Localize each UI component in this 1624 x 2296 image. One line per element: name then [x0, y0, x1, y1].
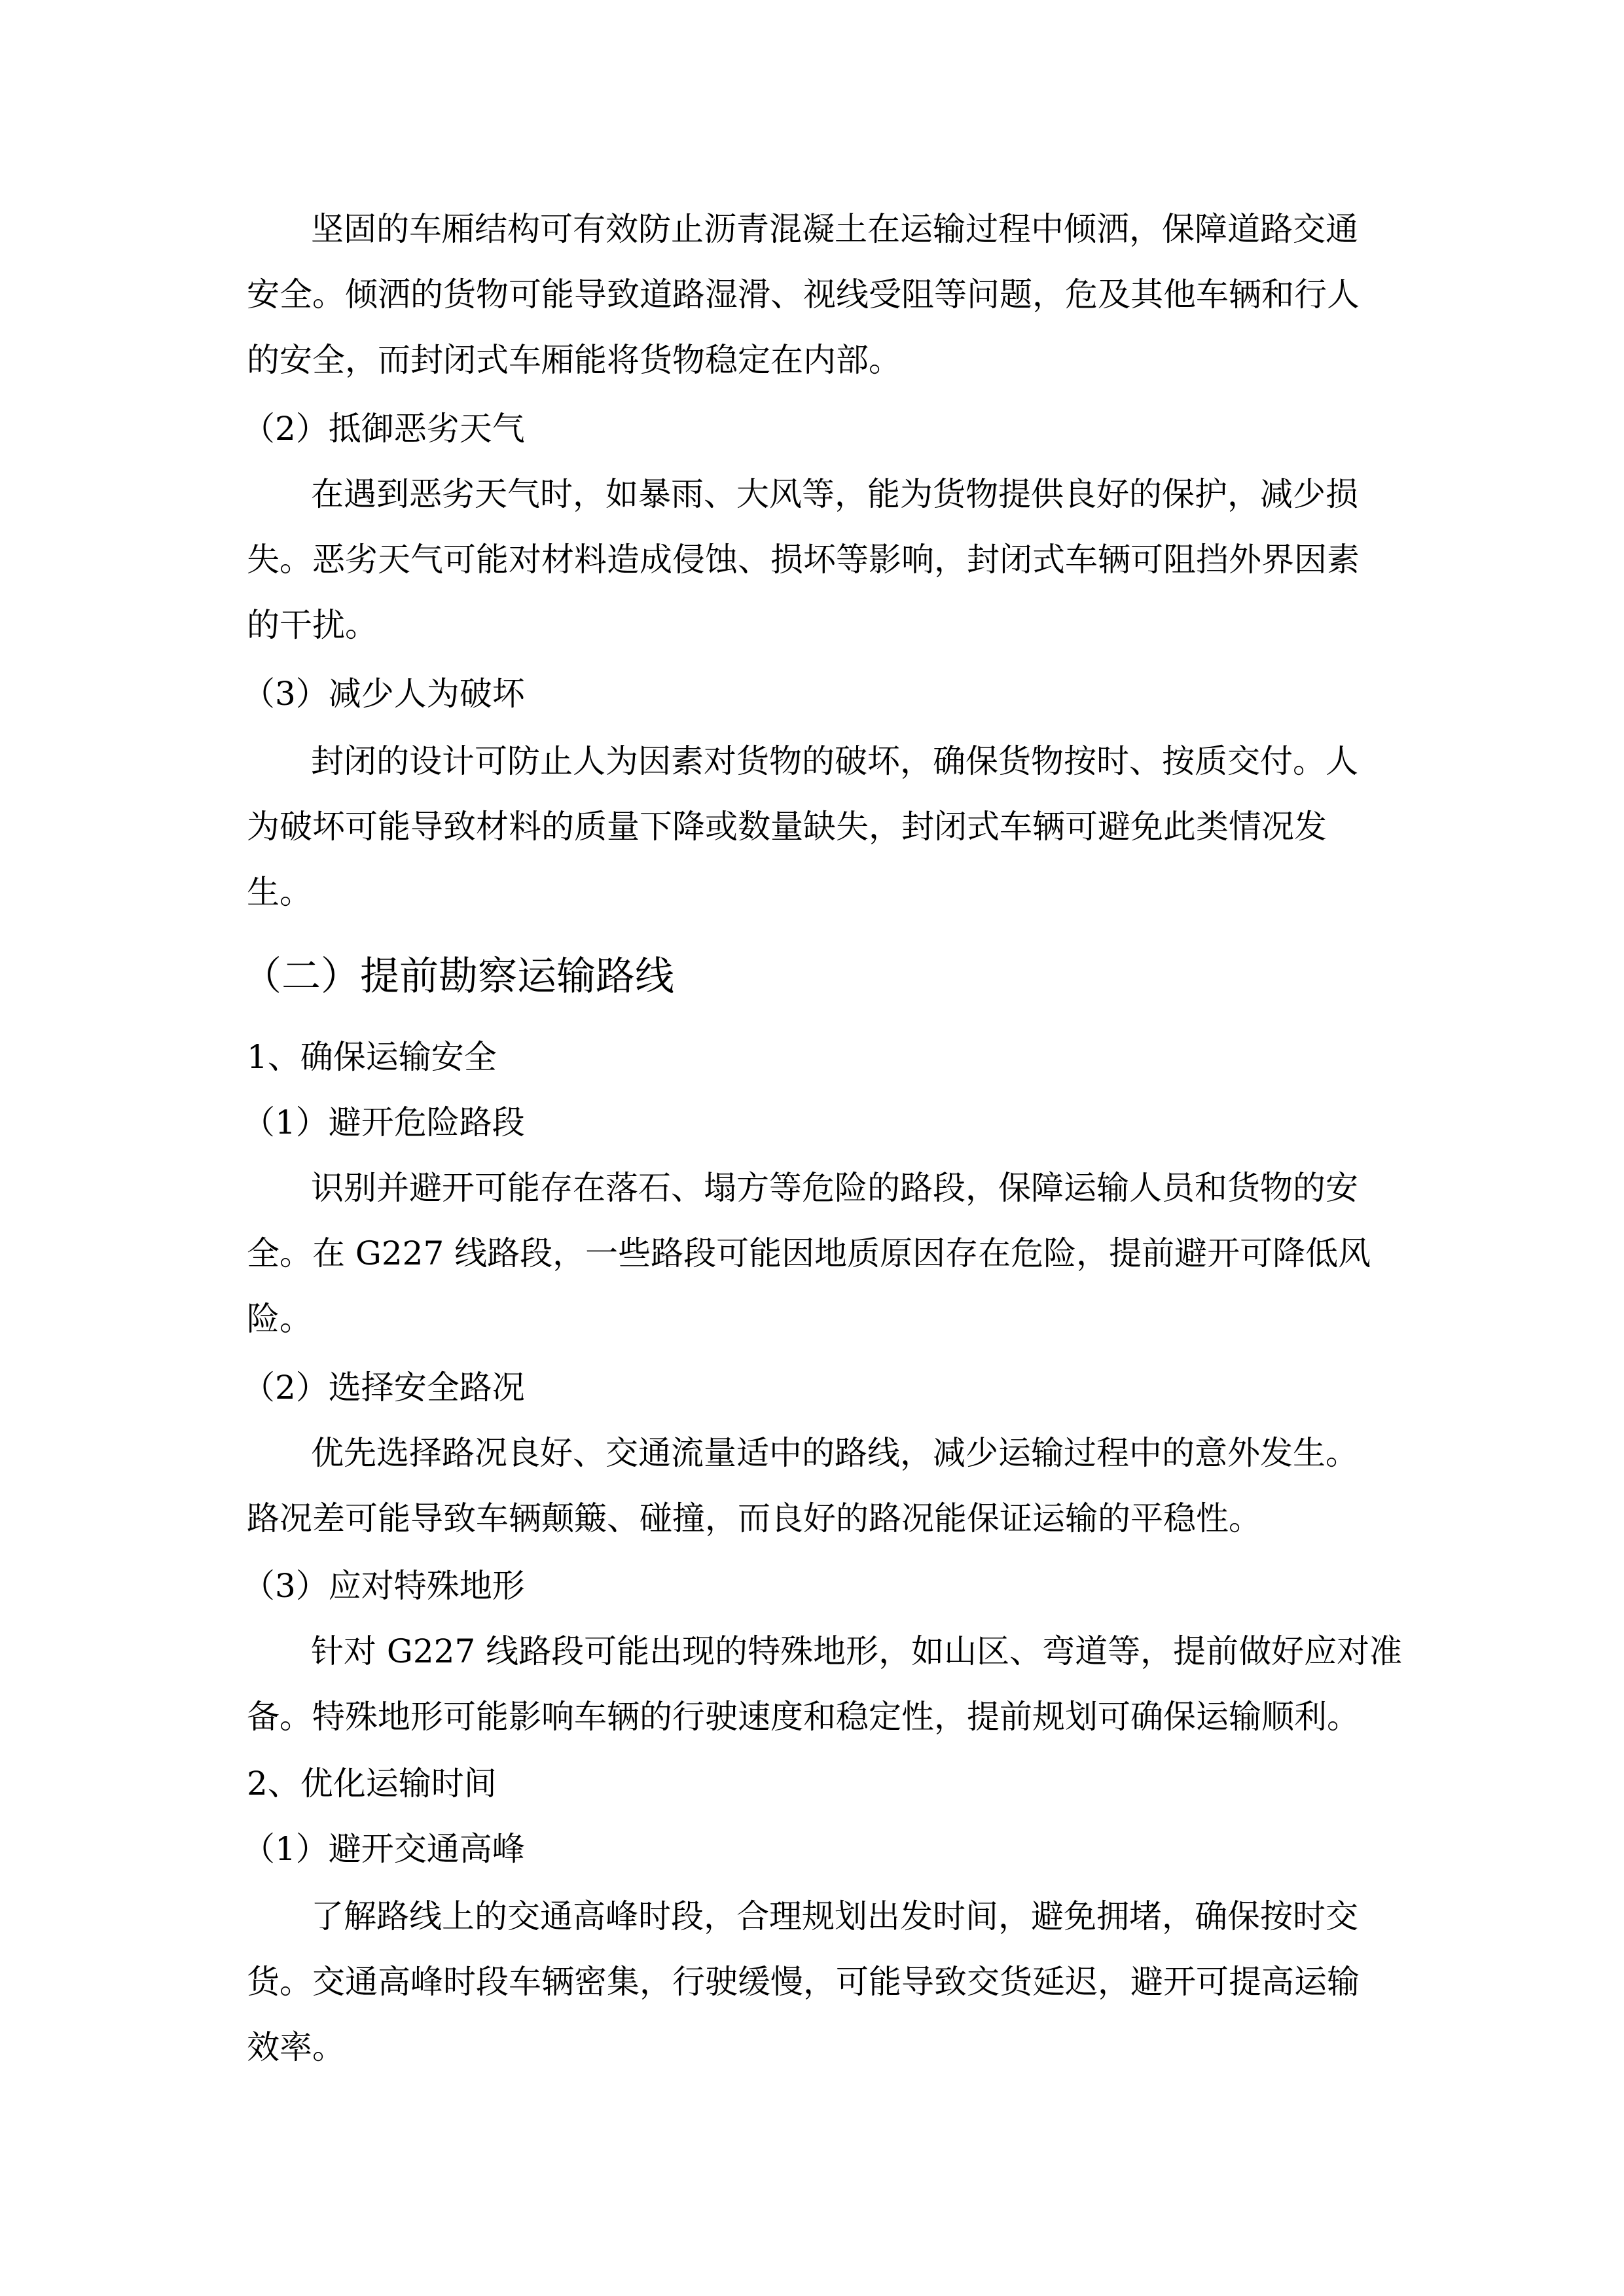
subheading-optimize-time: 2、优化运输时间: [247, 1765, 497, 1803]
paragraph-line: 安全。倾洒的货物可能导致道路湿滑、视线受阻等问题，危及其他车辆和行人: [247, 276, 1360, 314]
paragraph-line: 失。恶劣天气可能对材料造成侵蚀、损坏等影响，封闭式车辆可阻挡外界因素: [247, 541, 1360, 579]
paragraph-line: 在遇到恶劣天气时，如暴雨、大风等，能为货物提供良好的保护，减少损: [311, 475, 1358, 513]
paragraph-line: 针对 G227 线路段可能出现的特殊地形，如山区、弯道等，提前做好应对准: [311, 1632, 1403, 1670]
paragraph-line: 全。在 G227 线路段，一些路段可能因地质原因存在危险，提前避开可降低风: [247, 1234, 1371, 1272]
subheading-avoid-peak: （1）避开交通高峰: [242, 1830, 525, 1868]
paragraph-line: 的干扰。: [247, 606, 378, 644]
paragraph-line: 效率。: [247, 2028, 345, 2066]
paragraph-line: 生。: [247, 873, 312, 911]
paragraph-line: 备。特殊地形可能影响车辆的行驶速度和稳定性，提前规划可确保运输顺利。: [247, 1698, 1360, 1736]
paragraph-line: 封闭的设计可防止人为因素对货物的破坏，确保货物按时、按质交付。人: [311, 742, 1358, 780]
section-title: （二）提前勘察运输路线: [242, 954, 674, 999]
subheading-avoid-danger: （1）避开危险路段: [242, 1103, 525, 1141]
paragraph-line: 坚固的车厢结构可有效防止沥青混凝土在运输过程中倾洒，保障道路交通: [311, 210, 1358, 248]
subheading-transport-safety: 1、确保运输安全: [247, 1038, 497, 1076]
paragraph-line: 优先选择路况良好、交通流量适中的路线，减少运输过程中的意外发生。: [311, 1434, 1358, 1472]
subheading-safe-roads: （2）选择安全路况: [242, 1369, 525, 1407]
paragraph-line: 险。: [247, 1300, 312, 1338]
paragraph-line: 识别并避开可能存在落石、塌方等危险的路段，保障运输人员和货物的安: [311, 1169, 1358, 1207]
paragraph-line: 了解路线上的交通高峰时段，合理规划出发时间，避免拥堵，确保按时交: [311, 1897, 1358, 1935]
subheading-special-terrain: （3）应对特殊地形: [242, 1567, 525, 1605]
paragraph-line: 为破坏可能导致材料的质量下降或数量缺失，封闭式车辆可避免此类情况发: [247, 808, 1327, 846]
paragraph-line: 货。交通高峰时段车辆密集，行驶缓慢，可能导致交货延迟，避开可提高运输: [247, 1963, 1360, 2001]
paragraph-line: 路况差可能导致车辆颠簸、碰撞，而良好的路况能保证运输的平稳性。: [247, 1499, 1261, 1537]
subheading-human-damage: （3）减少人为破坏: [242, 675, 525, 713]
subheading-bad-weather: （2）抵御恶劣天气: [242, 410, 525, 448]
paragraph-line: 的安全，而封闭式车厢能将货物稳定在内部。: [247, 341, 901, 379]
